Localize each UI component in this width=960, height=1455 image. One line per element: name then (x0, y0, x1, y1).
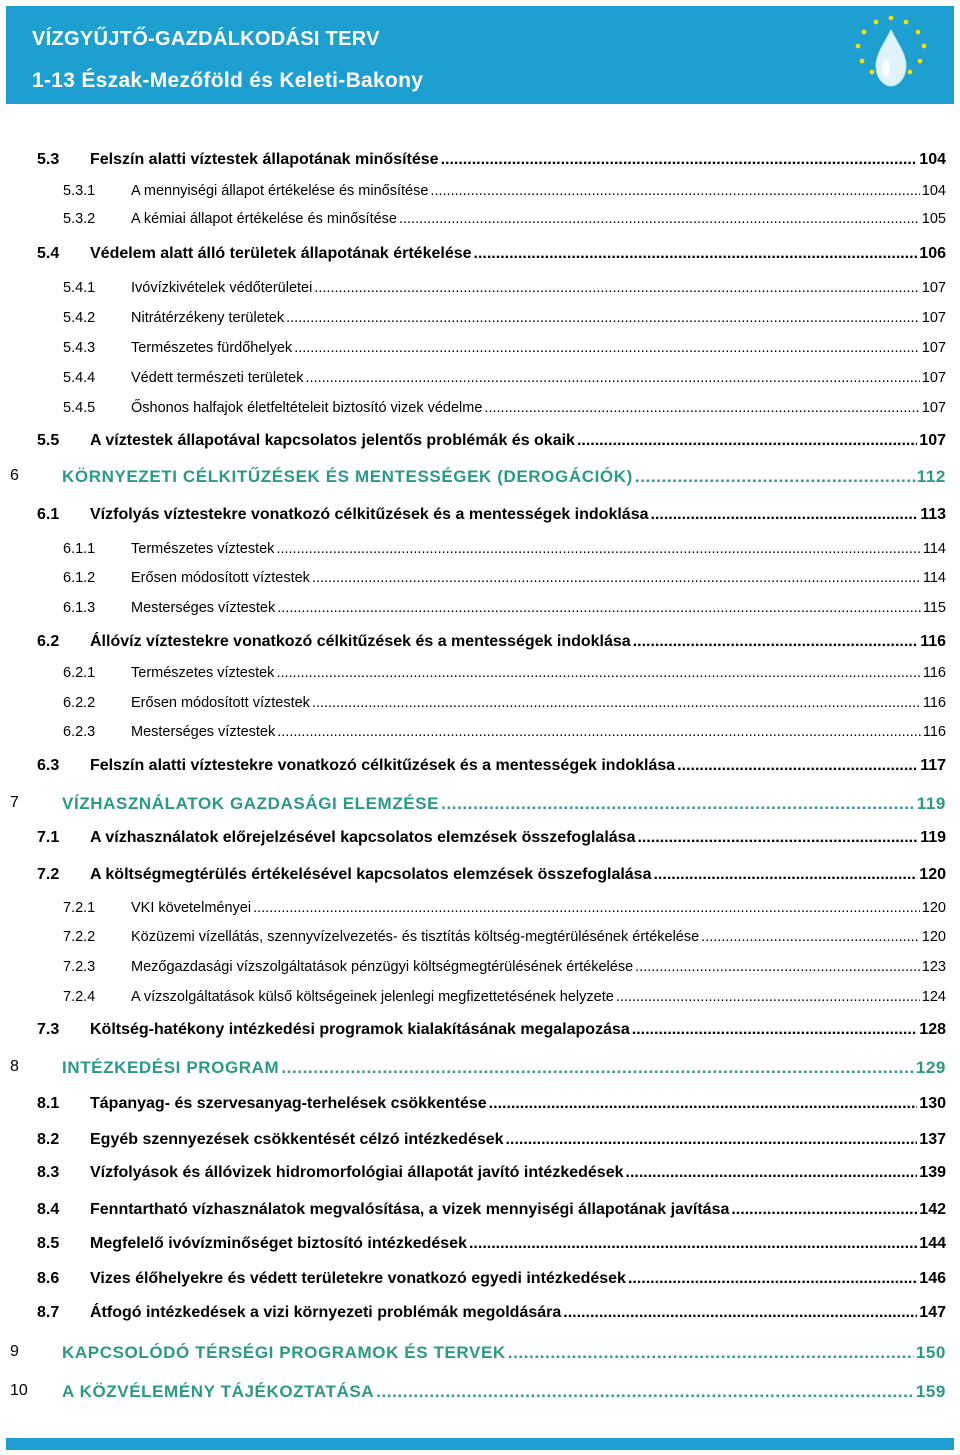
toc-dot-leader (484, 400, 919, 416)
toc-entry[interactable] (0, 432, 960, 450)
toc-entry-number: 5.3.2 (63, 211, 96, 227)
toc-entry-number: 8.2 (37, 1131, 60, 1148)
toc-dot-leader (312, 695, 921, 711)
toc-entry-page: 105 (921, 211, 946, 227)
toc-entry[interactable] (0, 1382, 960, 1402)
toc-entry[interactable] (0, 400, 960, 416)
toc-entry-title: Költség-hatékony intézkedési programok kialakításának megalapozása (90, 1021, 630, 1038)
toc-entry-number: 7.2 (37, 866, 60, 883)
toc-entry[interactable] (0, 1343, 960, 1363)
toc-entry-title: VÍZHASZNÁLATOK GAZDASÁGI ELEMZÉSE (62, 794, 440, 813)
toc-entry-page: 150 (915, 1343, 946, 1362)
toc-entry-number: 5.3 (37, 151, 60, 168)
toc-dot-leader (701, 929, 920, 945)
toc-entry-page: 120 (919, 866, 946, 883)
toc-entry-title: Tápanyag- és szervesanyag-terhelések csökkentése (90, 1095, 487, 1112)
toc-entry[interactable] (0, 600, 960, 616)
toc-entry-number: 5.5 (37, 432, 60, 449)
toc-entry-page: 116 (922, 665, 946, 681)
toc-entry-page: 104 (921, 183, 946, 199)
toc-entry-number: 8.4 (37, 1201, 60, 1218)
toc-entry-title: Védelem alatt álló területek állapotának értékelése (90, 245, 472, 262)
toc-entry-title: Őshonos halfajok életfeltételeit biztosító vizek védelme (131, 400, 483, 416)
toc-entry-page: 107 (919, 432, 946, 449)
toc-entry-number: 5.4.4 (63, 370, 96, 386)
header-title: VÍZGYŰJTŐ-GAZDÁLKODÁSI TERV (32, 28, 380, 50)
toc-entry[interactable] (0, 1201, 960, 1219)
toc-dot-leader (469, 1235, 917, 1253)
toc-entry-title: Mesterséges víztestek (131, 724, 276, 740)
toc-entry-number: 5.4 (37, 245, 60, 262)
toc-entry-page: 116 (920, 633, 946, 650)
toc-entry-title: A KÖZVÉLEMÉNY TÁJÉKOZTATÁSA (62, 1382, 375, 1401)
toc-entry-number: 5.4.1 (63, 280, 96, 296)
toc-dot-leader (731, 1201, 917, 1219)
toc-entry-page: 104 (919, 151, 946, 168)
toc-entry-title: A kémiai állapot értékelése és minősítése (131, 211, 397, 227)
toc-entry-title: Védett természeti területek (131, 370, 304, 386)
toc-dot-leader (277, 724, 921, 740)
footer-rule (6, 1438, 954, 1450)
toc-dot-leader (650, 506, 918, 524)
toc-entry-title: INTÉZKEDÉSI PROGRAM (62, 1058, 280, 1077)
toc-entry-number: 10 (10, 1382, 28, 1399)
toc-entry[interactable] (0, 1058, 960, 1078)
toc-entry[interactable] (0, 1270, 960, 1288)
toc-entry[interactable] (0, 633, 960, 651)
toc-entry-title: A költségmegtérülés értékelésével kapcsolatos elemzések összefoglalása (90, 866, 652, 883)
toc-entry-title: A mennyiségi állapot értékelése és minősítése (131, 183, 429, 199)
toc-entry[interactable] (0, 211, 960, 227)
toc-entry-number: 7.2.1 (63, 900, 96, 916)
toc-dot-leader (441, 794, 915, 814)
toc-entry-number: 6.1.2 (63, 570, 96, 586)
toc-dot-leader (281, 1058, 914, 1078)
toc-entry-title: Felszín alatti víztestekre vonatkozó célkitűzések és a mentességek indoklása (90, 757, 676, 774)
toc-entry-title: Mesterséges víztestek (131, 600, 276, 616)
toc-entry-page: 116 (922, 724, 946, 740)
toc-entry-page: 142 (919, 1201, 946, 1218)
toc-entry[interactable] (0, 506, 960, 524)
toc-entry-page: 128 (919, 1021, 946, 1038)
toc-dot-leader (632, 1021, 918, 1039)
toc-dot-leader (253, 900, 920, 916)
toc-dot-leader (474, 245, 918, 263)
toc-entry-page: 129 (915, 1058, 946, 1077)
toc-entry[interactable] (0, 757, 960, 775)
toc-entry-title: Közüzemi vízellátás, szennyvízelvezetés- és tisztítás költség-megtérülésének értékelése (131, 929, 700, 945)
toc-entry-title: Nitrátérzékeny területek (131, 310, 285, 326)
toc-entry[interactable] (0, 929, 960, 945)
toc-entry-title: Egyéb szennyezések csökkentését célzó intézkedések (90, 1131, 504, 1148)
toc-entry-title: Megfelelő ivóvízminőséget biztosító intézkedések (90, 1235, 467, 1252)
toc-entry-page: 107 (921, 310, 946, 326)
toc-entry-number: 8.5 (37, 1235, 60, 1252)
toc-entry-number: 8.6 (37, 1270, 60, 1287)
toc-entry-title: VKI követelményei (131, 900, 252, 916)
toc-entry-page: 106 (919, 245, 946, 262)
toc-entry[interactable] (0, 900, 960, 916)
toc-entry-title: Erősen módosított víztestek (131, 695, 310, 711)
toc-entry-number: 6.2.3 (63, 724, 96, 740)
toc-entry-page: 144 (919, 1235, 946, 1252)
toc-entry-number: 7 (10, 794, 19, 811)
toc-entry-title: A víztestek állapotával kapcsolatos jelentős problémák és okaik (90, 432, 575, 449)
toc-entry-number: 5.4.2 (63, 310, 96, 326)
toc-entry[interactable] (0, 665, 960, 681)
toc-dot-leader (276, 541, 920, 557)
toc-entry-title: Vízfolyás víztestekre vonatkozó célkitűzések és a mentességek indoklása (90, 506, 649, 523)
toc-entry-page: 119 (916, 794, 946, 813)
toc-entry[interactable] (0, 245, 960, 263)
toc-entry-title: Átfogó intézkedések a vizi környezeti problémák megoldására (90, 1304, 562, 1321)
toc-entry[interactable] (0, 1235, 960, 1253)
toc-entry-page: 107 (921, 340, 946, 356)
toc-entry-number: 9 (10, 1343, 19, 1360)
toc-entry[interactable] (0, 280, 960, 296)
toc-entry-number: 6.2 (37, 633, 60, 650)
toc-dot-leader (430, 183, 919, 199)
toc-entry[interactable] (0, 340, 960, 356)
toc-entry-number: 7.1 (37, 829, 60, 846)
toc-entry[interactable] (0, 570, 960, 586)
toc-dot-leader (577, 432, 917, 450)
toc-dot-leader (616, 989, 920, 1005)
toc-dot-leader (626, 1164, 918, 1182)
header-subtitle: 1-13 Észak-Mezőföld és Keleti-Bakony (32, 69, 424, 92)
toc-entry-number: 8.3 (37, 1164, 60, 1181)
toc-entry-page: 159 (915, 1382, 946, 1401)
toc-entry-number: 6.1 (37, 506, 60, 523)
toc-dot-leader (653, 866, 917, 884)
toc-entry[interactable] (0, 183, 960, 199)
toc-entry-title: Természetes víztestek (131, 665, 275, 681)
toc-entry-page: 116 (922, 695, 946, 711)
toc-entry-title: A vízszolgáltatások külső költségeinek jelenlegi megfizettetésének helyzete (131, 989, 614, 1005)
toc-entry-title: Erősen módosított víztestek (131, 570, 310, 586)
toc-entry[interactable] (0, 1021, 960, 1039)
toc-entry[interactable] (0, 724, 960, 740)
toc-entry-title: KÖRNYEZETI CÉLKITŰZÉSEK ÉS MENTESSÉGEK (DEROGÁCIÓK) (62, 467, 633, 486)
toc-entry-title: Felszín alatti víztestek állapotának minősítése (90, 151, 439, 168)
toc-entry[interactable] (0, 541, 960, 557)
toc-dot-leader (628, 1270, 917, 1288)
toc-entry-number: 6.2.1 (63, 665, 96, 681)
toc-entry-page: 107 (921, 400, 946, 416)
toc-entry-number: 5.4.3 (63, 340, 96, 356)
toc-entry[interactable] (0, 695, 960, 711)
toc-entry[interactable] (0, 989, 960, 1005)
toc-dot-leader (489, 1095, 918, 1113)
toc-dot-leader (637, 829, 918, 847)
toc-dot-leader (677, 757, 918, 775)
toc-entry[interactable] (0, 866, 960, 884)
toc-entry-page: 146 (919, 1270, 946, 1287)
toc-entry-number: 6.2.2 (63, 695, 96, 711)
toc-entry-title: A vízhasználatok előrejelzésével kapcsolatos elemzések összefoglalása (90, 829, 636, 846)
toc-entry-page: 130 (919, 1095, 946, 1112)
toc-entry-page: 115 (922, 600, 946, 616)
toc-dot-leader (441, 151, 918, 169)
toc-entry[interactable] (0, 829, 960, 847)
toc-entry-page: 114 (922, 570, 946, 586)
toc-dot-leader (276, 665, 920, 681)
toc-dot-leader (508, 1343, 914, 1363)
toc-entry[interactable] (0, 794, 960, 814)
toc-entry-title: Természetes fürdőhelyek (131, 340, 293, 356)
toc-entry[interactable] (0, 467, 960, 487)
toc-dot-leader (633, 633, 919, 651)
toc-dot-leader (312, 570, 921, 586)
toc-dot-leader (305, 370, 919, 386)
toc-dot-leader (376, 1382, 914, 1402)
toc-dot-leader (286, 310, 920, 326)
toc-entry-title: Természetes víztestek (131, 541, 275, 557)
toc-entry-page: 107 (921, 280, 946, 296)
toc-entry[interactable] (0, 310, 960, 326)
toc-entry-page: 124 (921, 989, 946, 1005)
toc-entry-number: 7.2.2 (63, 929, 96, 945)
toc-entry-number: 5.4.5 (63, 400, 96, 416)
toc-entry-page: 119 (920, 829, 946, 846)
toc-entry-page: 114 (922, 541, 946, 557)
toc-entry-number: 6.3 (37, 757, 60, 774)
toc-entry-page: 139 (919, 1164, 946, 1181)
toc-entry-title: Ivóvízkivételek védőterületei (131, 280, 313, 296)
toc-entry[interactable] (0, 959, 960, 975)
toc-dot-leader (506, 1131, 918, 1149)
toc-dot-leader (635, 959, 920, 975)
toc-entry-number: 8.7 (37, 1304, 60, 1321)
toc-entry[interactable] (0, 1095, 960, 1113)
eu-water-drop-logo-icon (836, 10, 946, 100)
toc-dot-leader (294, 340, 920, 356)
toc-dot-leader (635, 467, 915, 487)
toc-entry[interactable] (0, 1304, 960, 1322)
toc-entry-page: 123 (921, 959, 946, 975)
toc-entry-title: Mezőgazdasági vízszolgáltatások pénzügyi költségmegtérülésének értékelése (131, 959, 634, 975)
toc-dot-leader (563, 1304, 917, 1322)
toc-entry-title: KAPCSOLÓDÓ TÉRSÉGI PROGRAMOK ÉS TERVEK (62, 1343, 506, 1362)
toc-entry-page: 147 (919, 1304, 946, 1321)
toc-entry-page: 120 (921, 929, 946, 945)
toc-entry-number: 6.1.3 (63, 600, 96, 616)
toc-entry[interactable] (0, 1131, 960, 1149)
toc-dot-leader (314, 280, 919, 296)
toc-entry-title: Állóvíz víztestekre vonatkozó célkitűzések és a mentességek indoklása (90, 633, 631, 650)
toc-entry-number: 7.2.3 (63, 959, 96, 975)
toc-entry-page: 113 (920, 506, 946, 523)
toc-entry-number: 6.1.1 (63, 541, 96, 557)
toc-entry-number: 5.3.1 (63, 183, 96, 199)
toc-entry-number: 8 (10, 1058, 19, 1075)
toc-entry[interactable] (0, 1164, 960, 1182)
toc-entry[interactable] (0, 151, 960, 169)
toc-entry-page: 117 (920, 757, 946, 774)
toc-dot-leader (277, 600, 921, 616)
header-banner (6, 6, 954, 104)
toc-entry-number: 6 (10, 467, 19, 484)
toc-entry-page: 120 (921, 900, 946, 916)
toc-entry-number: 7.2.4 (63, 989, 96, 1005)
toc-entry-title: Fenntartható vízhasználatok megvalósítása, a vizek mennyiségi állapotának javítása (90, 1201, 730, 1218)
toc-entry-title: Vizes élőhelyekre és védett területekre vonatkozó egyedi intézkedések (90, 1270, 626, 1287)
toc-entry-title: Vízfolyások és állóvizek hidromorfológiai állapotát javító intézkedések (90, 1164, 624, 1181)
toc-entry[interactable] (0, 370, 960, 386)
toc-dot-leader (399, 211, 920, 227)
toc-entry-page: 137 (919, 1131, 946, 1148)
toc-entry-page: 112 (916, 467, 946, 486)
toc-entry-number: 7.3 (37, 1021, 60, 1038)
toc-entry-page: 107 (921, 370, 946, 386)
toc-entry-number: 8.1 (37, 1095, 60, 1112)
